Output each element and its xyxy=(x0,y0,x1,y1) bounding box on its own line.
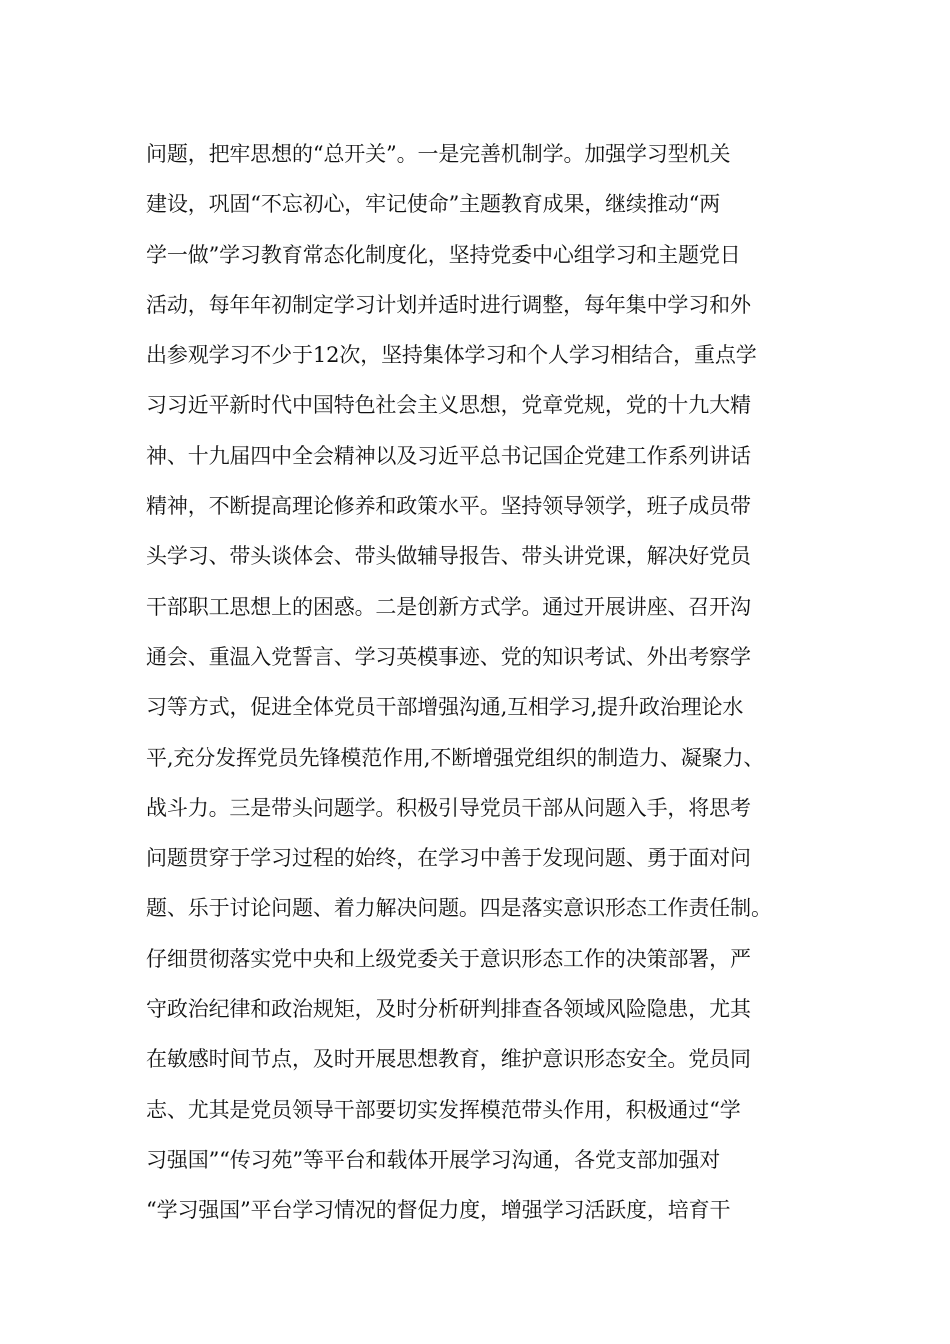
text-line: 头学习、带头谈体会、带头做辅导报告、带头讲党课，解决好党员 xyxy=(146,544,751,569)
text-line: 战斗力。三是带头问题学。积极引导党员干部从问题入手，将思考 xyxy=(146,795,751,820)
text-line: 通会、重温入党誓言、学习英模事迹、党的知识考试、外出考察学 xyxy=(146,644,751,669)
body-text xyxy=(146,129,846,1236)
text-line: 平,充分发挥党员先锋模范作用,不断增强党组织的制造力、凝聚力、 xyxy=(146,745,765,770)
text-line: 题、乐于讨论问题、着力解决问题。四是落实意识形态工作责任制。 xyxy=(146,896,772,921)
text-line: “学习强国”平台学习情况的督促力度，增强学习活跃度，培育干 xyxy=(146,1198,731,1223)
text-line: 问题贯穿于学习过程的始终，在学习中善于发现问题、勇于面对问 xyxy=(146,846,751,871)
text-line: 活动，每年年初制定学习计划并适时进行调整，每年集中学习和外 xyxy=(146,292,751,317)
text-line: 守政治纪律和政治规矩，及时分析研判排查各领域风险隐患，尤其 xyxy=(146,997,751,1022)
text-line: 学一做”学习教育常态化制度化，坚持党委中心组学习和主题党日 xyxy=(146,242,741,267)
text-line: 神、十九届四中全会精神以及习近平总书记国企党建工作系列讲话 xyxy=(146,443,751,468)
text-line: 志、尤其是党员领导干部要切实发挥模范带头作用，积极通过“学 xyxy=(146,1097,741,1122)
text-line: 习强国”“传习苑”等平台和载体开展学习沟通，各党支部加强对 xyxy=(146,1147,721,1172)
text-line: 仔细贯彻落实党中央和上级党委关于意识形态工作的决策部署，严 xyxy=(146,946,751,971)
text-line: 干部职工思想上的困惑。二是创新方式学。通过开展讲座、召开沟 xyxy=(146,594,751,619)
text-line: 习习近平新时代中国特色社会主义思想，党章党规，党的十九大精 xyxy=(146,393,751,418)
text-line: 出参观学习不少于12次，坚持集体学习和个人学习相结合，重点学 xyxy=(146,343,757,368)
text-line: 精神，不断提高理论修养和政策水平。坚持领导领学，班子成员带 xyxy=(146,494,751,519)
text-line: 习等方式，促进全体党员干部增强沟通,互相学习,提升政治理论水 xyxy=(146,695,744,720)
text-line: 在敏感时间节点，及时开展思想教育，维护意识形态安全。党员同 xyxy=(146,1047,751,1072)
text-line: 问题，把牢思想的“总开关”。一是完善机制学。加强学习型机关 xyxy=(146,142,731,166)
text-line: 建设，巩固“不忘初心，牢记使命”主题教育成果，继续推动“两 xyxy=(146,192,721,217)
